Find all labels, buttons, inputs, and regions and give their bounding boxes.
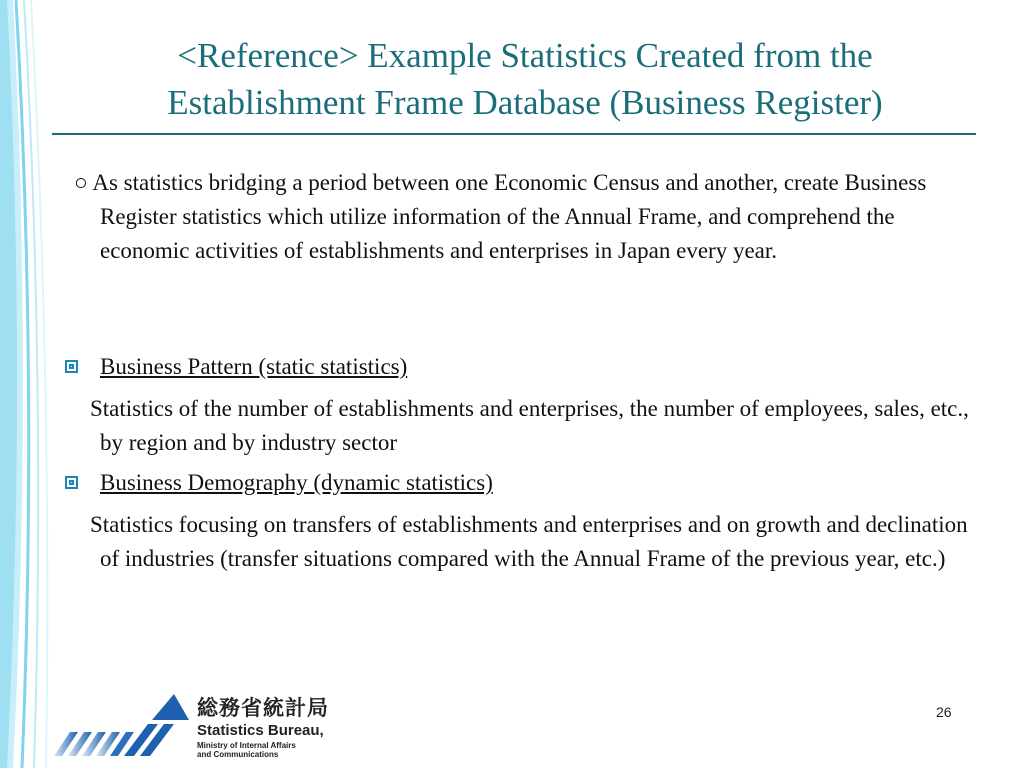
intro-paragraph: ○ As statistics bridging a period between one Economic Census and another, create Business Register statistics which utilize information of the Annual Frame, and comprehend the economic activities of establishments and enterprises in Japan every year. bbox=[74, 170, 927, 263]
slide-title bbox=[70, 32, 980, 126]
page-number: 26 bbox=[936, 704, 952, 720]
slide-title-line1: <Reference> Example Statistics Created from the bbox=[177, 36, 873, 75]
business-demography-link[interactable]: Business Demography (dynamic statistics) bbox=[100, 470, 493, 495]
square-bullet-icon bbox=[65, 476, 78, 489]
logo-subtitle-line2: and Communications bbox=[197, 750, 279, 759]
statistics-bureau-emblem-icon bbox=[52, 690, 192, 760]
business-pattern-link[interactable]: Business Pattern (static statistics) bbox=[100, 354, 408, 379]
business-demography-description: Statistics focusing on transfers of establishments and enterprises and on growth and declination of industries (transfer situations compared with the Annual Frame of the previous year, etc.) bbox=[90, 512, 968, 571]
statistics-bureau-logo bbox=[52, 690, 352, 760]
logo-subtitle-line1: Ministry of Internal Affairs bbox=[197, 741, 296, 750]
title-divider bbox=[52, 133, 976, 135]
left-decorative-stripes bbox=[0, 0, 60, 768]
logo-english-name: Statistics Bureau, bbox=[197, 722, 324, 739]
logo-japanese-name: 総務省統計局 bbox=[197, 696, 329, 720]
business-pattern-description: Statistics of the number of establishments and enterprises, the number of employees, sales, etc., by region and by industry sector bbox=[90, 396, 969, 455]
square-bullet-icon bbox=[65, 360, 78, 373]
slide-title-line2: Establishment Frame Database (Business Register) bbox=[167, 83, 883, 122]
